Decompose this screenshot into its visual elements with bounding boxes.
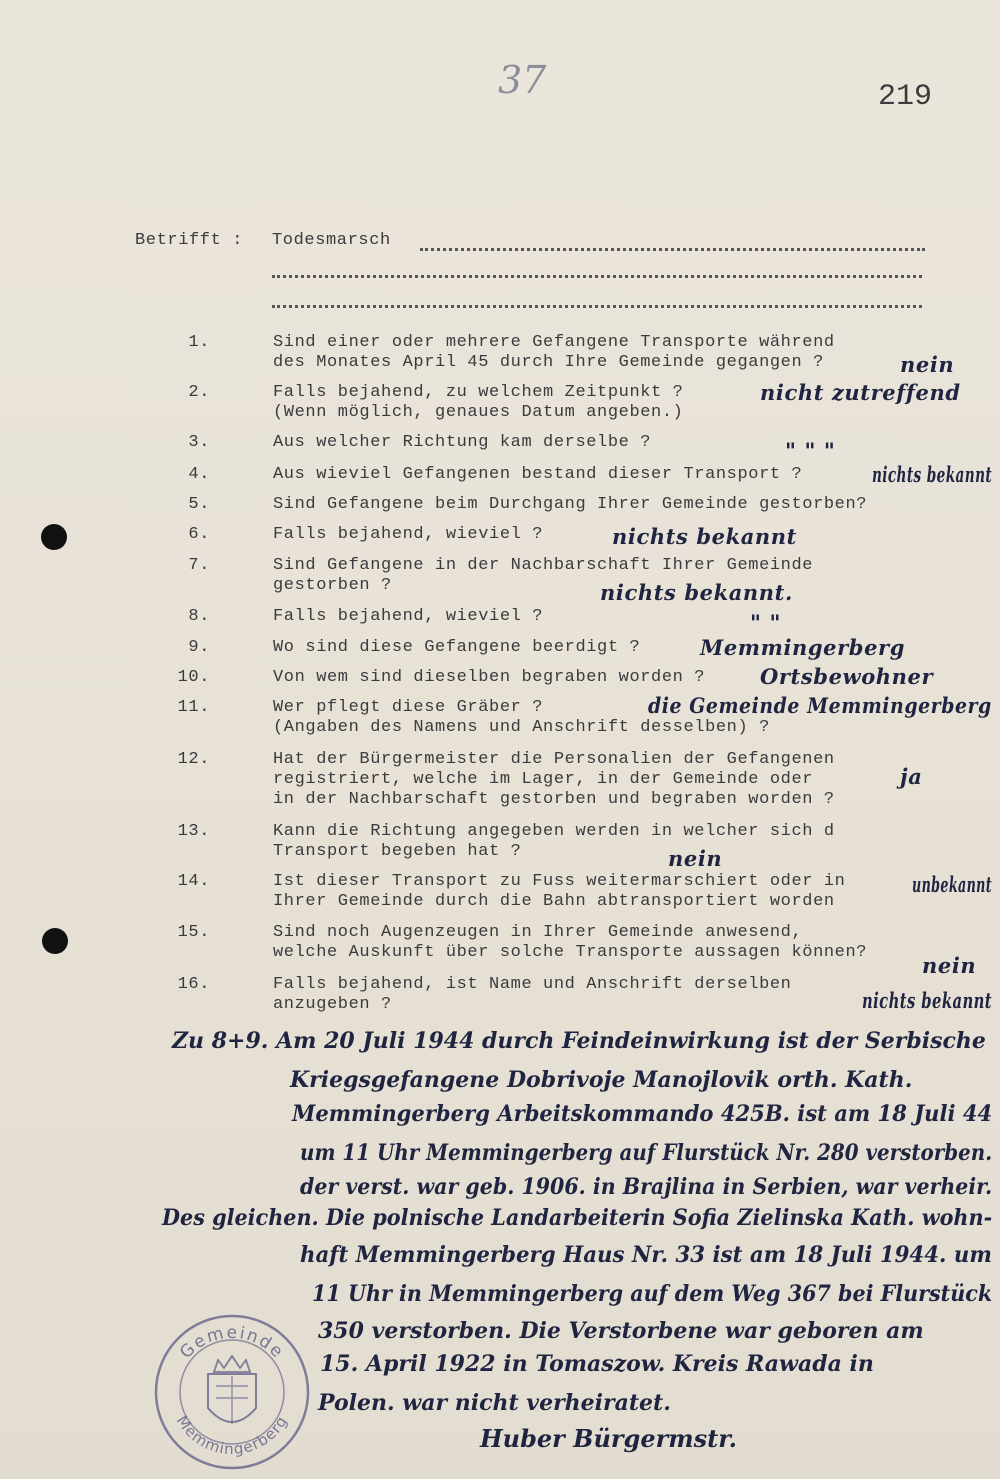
question-text: Sind Gefangene beim Durchgang Ihrer Gemeinde gestorben? <box>273 495 868 514</box>
question-number: 14. <box>177 872 210 891</box>
subject-value: Todesmarsch <box>272 231 391 250</box>
note-line: Polen. war nicht verheiratet. <box>318 1390 671 1416</box>
question-text: Falls bejahend, zu welchem Zeitpunkt ? <box>273 383 684 402</box>
question-text: (Wenn möglich, genaues Datum angeben.) <box>273 403 684 422</box>
question-text: in der Nachbarschaft gestorben und begraben worden ? <box>273 790 835 809</box>
municipal-seal-stamp <box>152 1312 312 1472</box>
page-number: 219 <box>878 80 933 114</box>
svg-text:Gemeinde: Gemeinde <box>176 1322 289 1363</box>
note-line: 15. April 1922 in Tomaszow. Kreis Rawada in <box>320 1351 874 1377</box>
question-text: des Monates April 45 durch Ihre Gemeinde gegangen ? <box>273 353 824 372</box>
question-number: 3. <box>188 433 210 452</box>
note-line: der verst. war geb. 1906. in Brajlina in Serbien, war verheir. <box>300 1174 993 1200</box>
handwritten-answer: Ortsbewohner <box>760 664 934 689</box>
question-text: welche Auskunft über solche Transporte aussagen können? <box>273 943 868 962</box>
question-number: 10. <box>177 668 210 687</box>
question-number: 11. <box>177 698 210 717</box>
question-text: Sind Gefangene in der Nachbarschaft Ihrer Gemeinde <box>273 556 814 575</box>
handwritten-answer: nein <box>900 352 955 377</box>
handwritten-answer: " " " <box>785 438 836 463</box>
question-number: 6. <box>188 525 210 544</box>
handwritten-answer: nein <box>668 846 723 871</box>
handwritten-answer: unbekannt <box>912 872 992 897</box>
question-text: Ihrer Gemeinde durch die Bahn abtransportiert worden <box>273 892 835 911</box>
svg-text:Memmingerberg: Memmingerberg <box>172 1412 292 1459</box>
note-line: Kriegsgefangene Dobrivoje Manojlovik orth. Kath. <box>290 1067 913 1093</box>
handwritten-answer: nichts bekannt <box>872 462 993 487</box>
question-number: 4. <box>188 465 210 484</box>
question-number: 15. <box>177 923 210 942</box>
note-line: Zu 8+9. Am 20 Juli 1944 durch Feindeinwirkung ist der Serbische <box>172 1028 986 1054</box>
question-number: 2. <box>188 383 210 402</box>
handwritten-answer: " " <box>750 610 781 635</box>
question-number: 8. <box>188 607 210 626</box>
dotted-line <box>272 274 922 278</box>
punch-hole <box>41 524 67 550</box>
question-text: Wer pflegt diese Gräber ? <box>273 698 544 717</box>
question-text: (Angaben des Namens und Anschrift desselben) ? <box>273 718 770 737</box>
note-line: 11 Uhr in Memmingerberg auf dem Weg 367 bei Flurstück <box>312 1281 993 1307</box>
question-text: registriert, welche im Lager, in der Gemeinde oder <box>273 770 814 789</box>
question-number: 9. <box>188 638 210 657</box>
handwritten-answer: nein <box>922 953 977 978</box>
question-number: 16. <box>177 975 210 994</box>
question-text: Aus wieviel Gefangenen bestand dieser Transport ? <box>273 465 803 484</box>
handwritten-answer: nichts bekannt <box>612 524 797 549</box>
question-text: gestorben ? <box>273 576 392 595</box>
dotted-line <box>420 247 925 251</box>
question-number: 12. <box>177 750 210 769</box>
question-text: Hat der Bürgermeister die Personalien der Gefangenen <box>273 750 835 769</box>
note-line: um 11 Uhr Memmingerberg auf Flurstück Nr. 280 verstorben. <box>300 1140 993 1166</box>
subject-label: Betrifft : <box>135 231 244 250</box>
question-text: Transport begeben hat ? <box>273 842 522 861</box>
question-number: 1. <box>188 333 210 352</box>
note-line: Des gleichen. Die polnische Landarbeiterin Sofia Zielinska Kath. wohn- <box>162 1205 993 1231</box>
question-text: anzugeben ? <box>273 995 392 1014</box>
question-text: Wo sind diese Gefangene beerdigt ? <box>273 638 641 657</box>
question-text: Falls bejahend, wieviel ? <box>273 525 544 544</box>
note-line: 350 verstorben. Die Verstorbene war geboren am <box>318 1318 924 1344</box>
question-text: Falls bejahend, ist Name und Anschrift derselben <box>273 975 792 994</box>
handwritten-answer: ja <box>900 764 923 789</box>
question-number: 13. <box>177 822 210 841</box>
question-text: Sind einer oder mehrere Gefangene Transporte während <box>273 333 835 352</box>
folio-number: 37 <box>498 58 547 102</box>
question-text: Falls bejahend, wieviel ? <box>273 607 544 626</box>
question-text: Kann die Richtung angegeben werden in welcher sich d <box>273 822 835 841</box>
handwritten-answer: nichts bekannt. <box>600 580 793 605</box>
dotted-line <box>272 304 922 308</box>
signature: Huber Bürgermstr. <box>480 1424 738 1453</box>
punch-hole <box>42 928 68 954</box>
handwritten-answer: nicht zutreffend <box>760 380 961 405</box>
handwritten-answer: nichts bekannt <box>862 988 993 1013</box>
question-text: Aus welcher Richtung kam derselbe ? <box>273 433 652 452</box>
note-line: haft Memmingerberg Haus Nr. 33 ist am 18 Juli 1944. um <box>300 1242 992 1268</box>
question-text: Sind noch Augenzeugen in Ihrer Gemeinde anwesend, <box>273 923 803 942</box>
handwritten-answer: Memmingerberg <box>700 635 905 660</box>
question-text: Von wem sind dieselben begraben worden ? <box>273 668 706 687</box>
question-number: 7. <box>188 556 210 575</box>
question-text: Ist dieser Transport zu Fuss weitermarschiert oder in <box>273 872 846 891</box>
note-line: Memmingerberg Arbeitskommando 425B. ist am 18 Juli 44 <box>292 1101 993 1127</box>
handwritten-answer: die Gemeinde Memmingerberg <box>648 693 992 718</box>
question-number: 5. <box>188 495 210 514</box>
